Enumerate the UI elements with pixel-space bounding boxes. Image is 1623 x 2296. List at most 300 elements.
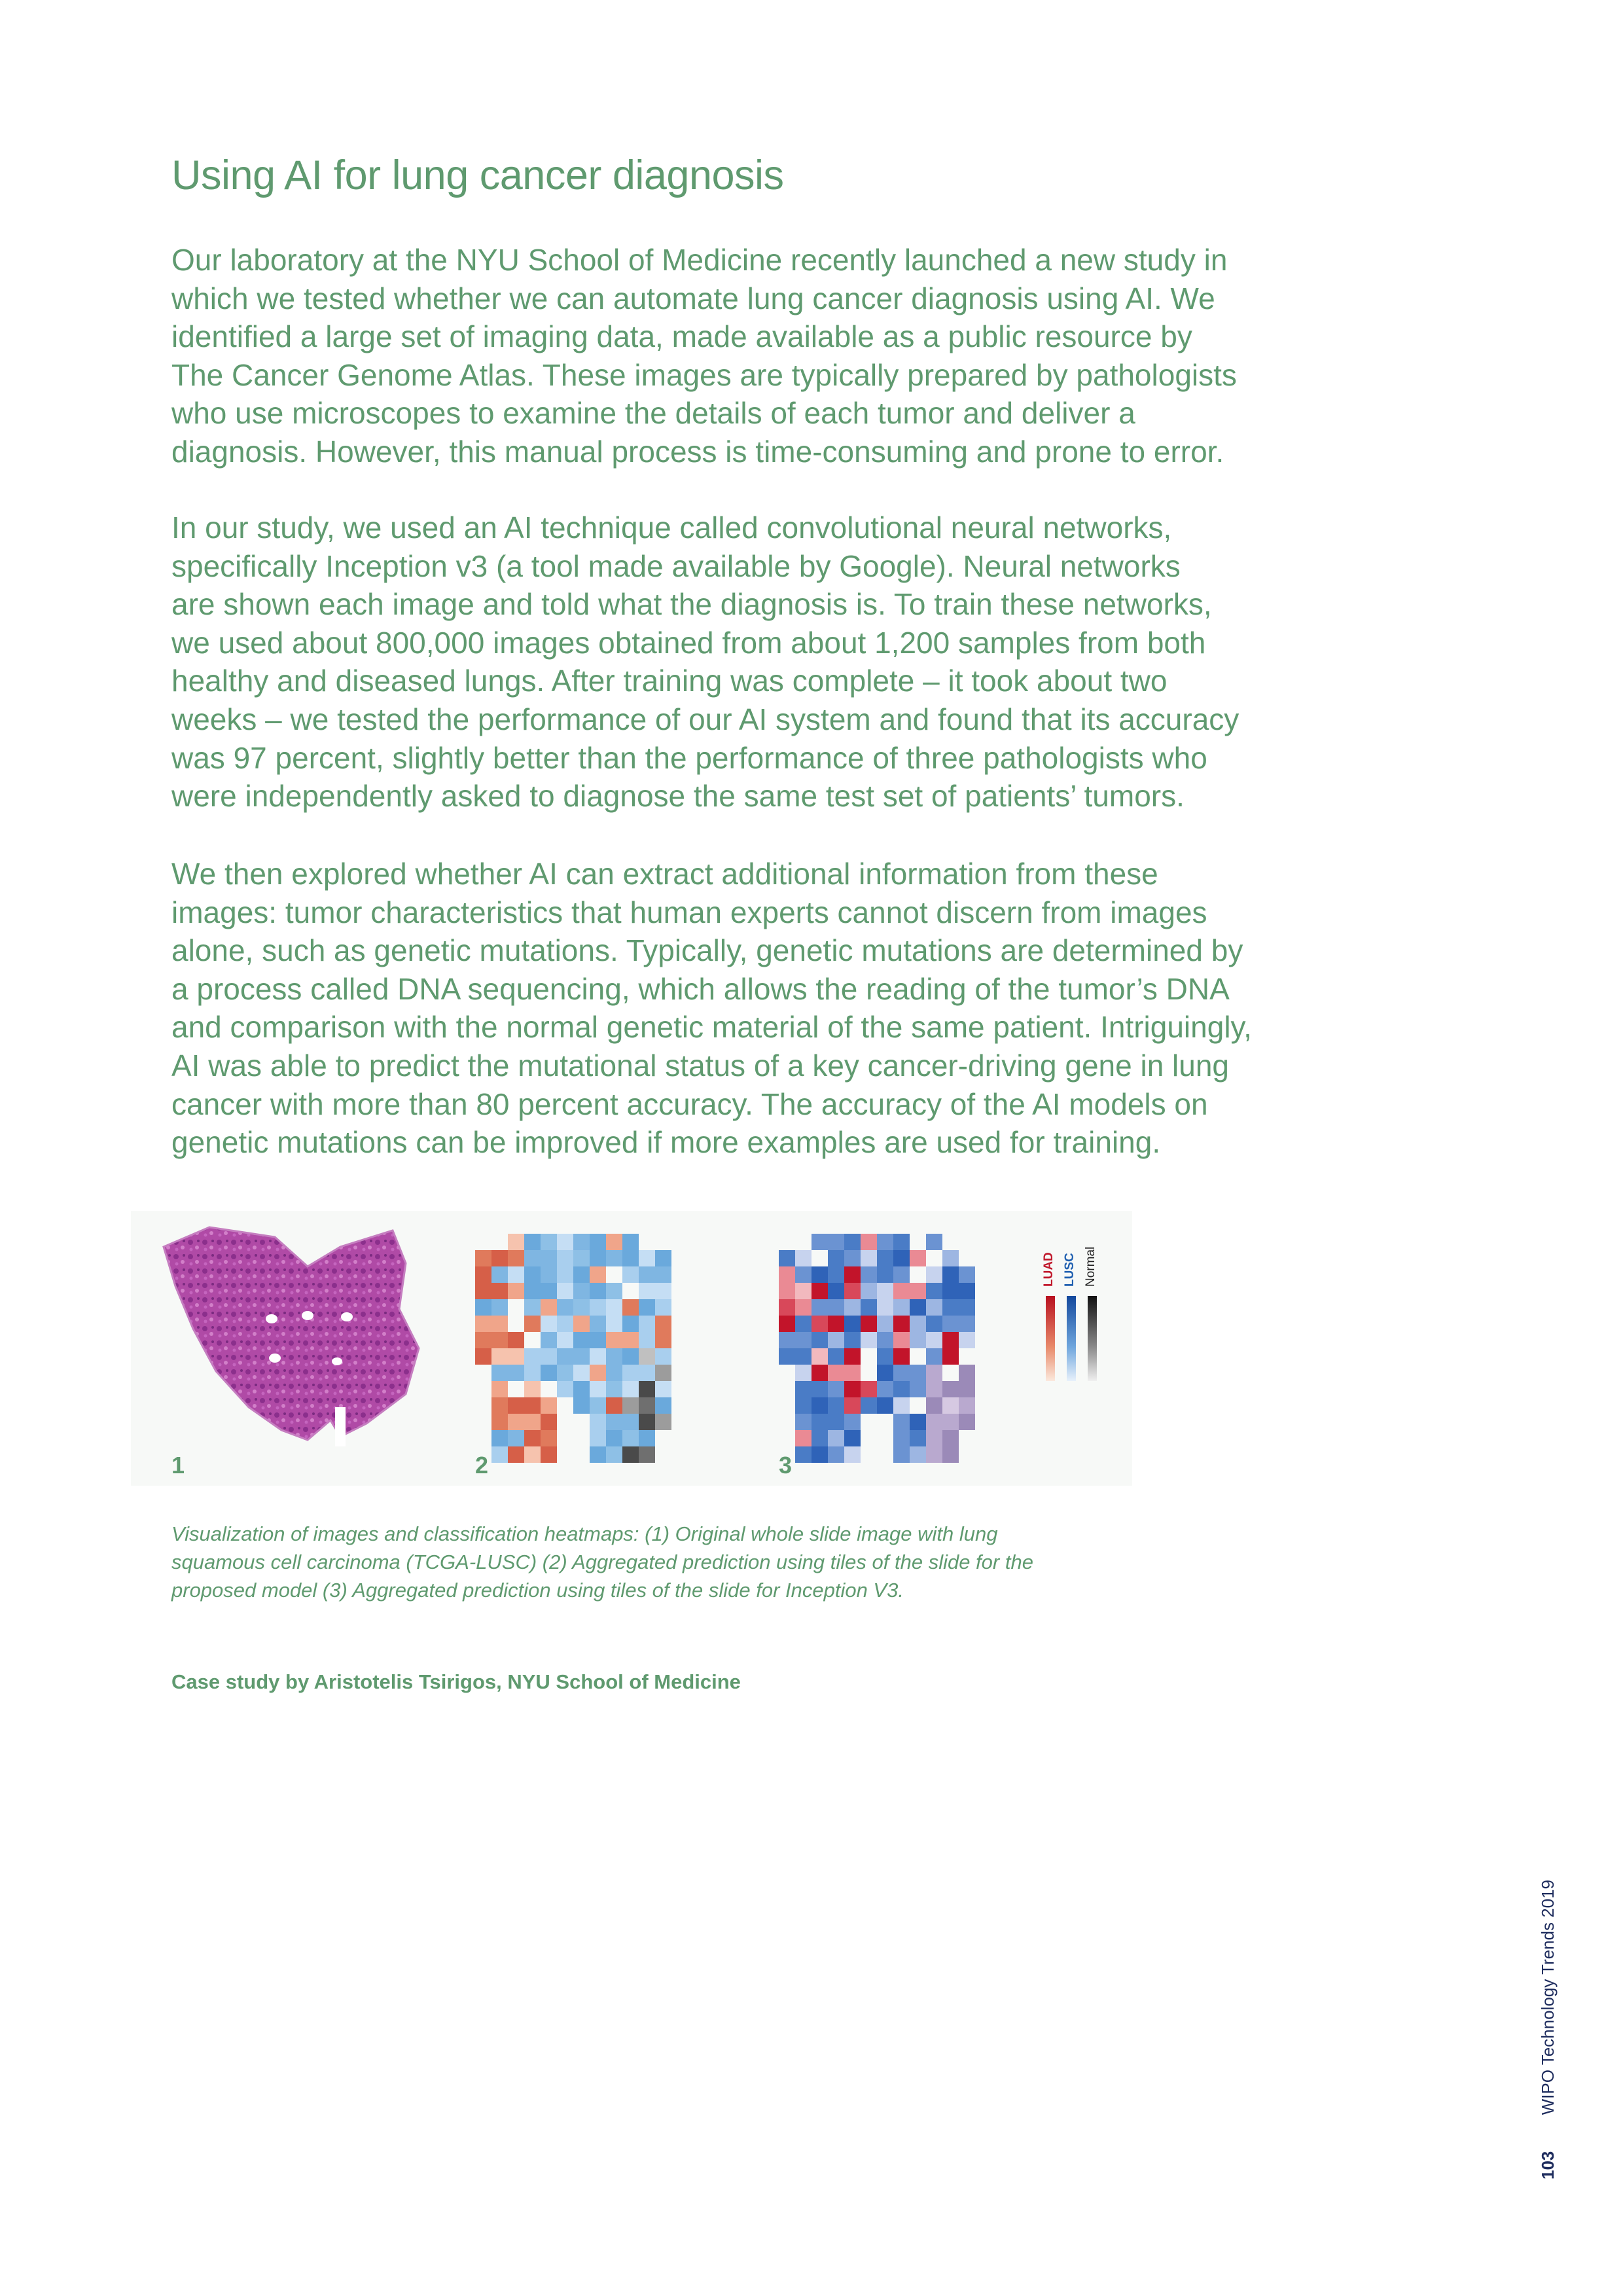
heatmap-tile bbox=[795, 1397, 812, 1414]
heatmap-tile bbox=[812, 1299, 828, 1316]
heatmap-tile bbox=[655, 1365, 671, 1381]
heatmap-tile bbox=[557, 1283, 573, 1299]
paragraph-3: We then explored whether AI can extract additional information from these images: tumor characteristics that human experts cannot discern from images alone, such as genetic mutations. Typically, genetic mutations are determined by a process called DNA sequencing, which allows the reading of the tumor’s DNA and comparison with the normal genetic material of the same patient. Intriguingly, AI was able to predict the mutational status of a key cancer-driving gene in lung cancer with more than 80 percent accuracy. The accuracy of the AI models on genetic mutations can be improved if more examples are used for training. bbox=[171, 857, 1252, 1160]
heatmap-tile bbox=[926, 1299, 942, 1316]
legend-label-luad: LUAD bbox=[1042, 1252, 1056, 1287]
heatmap-tile bbox=[959, 1365, 975, 1381]
heatmap-tile bbox=[475, 1332, 491, 1348]
heatmap-tile bbox=[844, 1250, 861, 1266]
heatmap-tile bbox=[828, 1446, 844, 1463]
case-study-credit: Case study by Aristotelis Tsirigos, NYU School of Medicine bbox=[171, 1670, 741, 1693]
legend-label-lusc: LUSC bbox=[1063, 1253, 1077, 1287]
heatmap-tile bbox=[524, 1430, 541, 1446]
heatmap-tile bbox=[606, 1430, 622, 1446]
heatmap-tile bbox=[573, 1266, 590, 1283]
heatmap-tile bbox=[959, 1381, 975, 1397]
heatmap-tile bbox=[541, 1266, 557, 1283]
heatmap-tile bbox=[795, 1332, 812, 1348]
heatmap-tile bbox=[910, 1414, 926, 1430]
heatmap-tile bbox=[524, 1397, 541, 1414]
heatmap-tile bbox=[524, 1365, 541, 1381]
heatmap-tile bbox=[541, 1446, 557, 1463]
heatmap-tile bbox=[590, 1381, 606, 1397]
heatmap-tile bbox=[779, 1266, 795, 1283]
heatmap-tile bbox=[557, 1234, 573, 1250]
heatmap-tile bbox=[926, 1283, 942, 1299]
heatmap-tile bbox=[639, 1381, 655, 1397]
heatmap-tile bbox=[844, 1348, 861, 1365]
heatmap-tile bbox=[828, 1414, 844, 1430]
heatmap-tile bbox=[844, 1430, 861, 1446]
heatmap-tile bbox=[877, 1381, 893, 1397]
heatmap-tile bbox=[508, 1348, 524, 1365]
heatmap-tile bbox=[541, 1250, 557, 1266]
heatmap-tile bbox=[779, 1348, 795, 1365]
heatmap-tile bbox=[959, 1332, 975, 1348]
heatmap-tile bbox=[622, 1234, 639, 1250]
heatmap-tile bbox=[779, 1316, 795, 1332]
heatmap-tile bbox=[557, 1365, 573, 1381]
heatmap-tile bbox=[910, 1332, 926, 1348]
heatmap-tile bbox=[590, 1283, 606, 1299]
heatmap-tile bbox=[861, 1316, 877, 1332]
heatmap-tile bbox=[893, 1266, 910, 1283]
heatmap-tile bbox=[861, 1250, 877, 1266]
heatmap-tile bbox=[795, 1381, 812, 1397]
heatmap-tile bbox=[590, 1234, 606, 1250]
heatmap-tile bbox=[942, 1266, 959, 1283]
heatmap-tile bbox=[590, 1397, 606, 1414]
heatmap-tile bbox=[861, 1332, 877, 1348]
heatmap-tile bbox=[557, 1316, 573, 1332]
heatmap-tile bbox=[812, 1266, 828, 1283]
heatmap-tile bbox=[910, 1430, 926, 1446]
publication-title: WIPO Technology Trends 2019 bbox=[1538, 1879, 1558, 2115]
heatmap-tile bbox=[655, 1348, 671, 1365]
legend-bar-lusc bbox=[1067, 1296, 1076, 1381]
heatmap-tile bbox=[926, 1316, 942, 1332]
heatmap-tile bbox=[622, 1316, 639, 1332]
heatmap-tile bbox=[812, 1414, 828, 1430]
heatmap-tile bbox=[910, 1381, 926, 1397]
heatmap-tile bbox=[893, 1283, 910, 1299]
heatmap-tile bbox=[795, 1250, 812, 1266]
heatmap-tile bbox=[795, 1283, 812, 1299]
heatmap-tile bbox=[926, 1430, 942, 1446]
heatmap-tile bbox=[475, 1283, 491, 1299]
heatmap-tile bbox=[491, 1381, 508, 1397]
heatmap-tile bbox=[508, 1365, 524, 1381]
heatmap-tile bbox=[844, 1299, 861, 1316]
heatmap-tile bbox=[557, 1250, 573, 1266]
heatmap-tile bbox=[541, 1299, 557, 1316]
heatmap-tile bbox=[655, 1316, 671, 1332]
heatmap-tile bbox=[508, 1446, 524, 1463]
heatmap-tile bbox=[541, 1283, 557, 1299]
heatmap-tile bbox=[508, 1266, 524, 1283]
heatmap-tile bbox=[877, 1332, 893, 1348]
heatmap-tile bbox=[573, 1299, 590, 1316]
heatmap-tile bbox=[861, 1234, 877, 1250]
heatmap-tile bbox=[606, 1365, 622, 1381]
heatmap-tile bbox=[861, 1266, 877, 1283]
heatmap-tile bbox=[942, 1381, 959, 1397]
heatmap-tile bbox=[557, 1381, 573, 1397]
heatmap-tile bbox=[910, 1316, 926, 1332]
heatmap-tile bbox=[844, 1365, 861, 1381]
heatmap-tile bbox=[622, 1348, 639, 1365]
heatmap-tile bbox=[959, 1414, 975, 1430]
heatmap-tile bbox=[622, 1414, 639, 1430]
heatmap-tile bbox=[926, 1397, 942, 1414]
heatmap-tile bbox=[639, 1414, 655, 1430]
heatmap-tile bbox=[606, 1332, 622, 1348]
heatmap-tile bbox=[573, 1381, 590, 1397]
heatmap-tile bbox=[893, 1430, 910, 1446]
heatmap-tile bbox=[844, 1381, 861, 1397]
heatmap-tile bbox=[524, 1446, 541, 1463]
heatmap-tile bbox=[893, 1397, 910, 1414]
heatmap-tile bbox=[893, 1234, 910, 1250]
heatmap-tile bbox=[573, 1397, 590, 1414]
heatmap-panel-2 bbox=[475, 1234, 671, 1463]
heatmap-tile bbox=[942, 1446, 959, 1463]
heatmap-tile bbox=[828, 1266, 844, 1283]
heatmap-tile bbox=[606, 1397, 622, 1414]
heatmap-tile bbox=[541, 1332, 557, 1348]
heatmap-tile bbox=[491, 1332, 508, 1348]
heatmap-tile bbox=[893, 1381, 910, 1397]
heatmap-tile bbox=[812, 1430, 828, 1446]
heatmap-tile bbox=[877, 1266, 893, 1283]
heatmap-tile bbox=[557, 1332, 573, 1348]
heatmap-tile bbox=[508, 1397, 524, 1414]
heatmap-tile bbox=[812, 1283, 828, 1299]
paragraph-2: In our study, we used an AI technique called convolutional neural networks, specifically Inception v3 (a tool made available by Google). Neural networks are shown each image and told what the diagnosis is. To train these networks, we used about 800,000 images obtained from about 1,200 samples from both healthy and diseased lungs. After training was complete – it took about two weeks – we tested the performance of our AI system and found that its accuracy was 97 percent, slightly better than the performance of three pathologists who were independently asked to diagnose the same test set of patients’ tumors. bbox=[171, 511, 1240, 814]
heatmap-tile bbox=[812, 1365, 828, 1381]
heatmap-tile bbox=[779, 1283, 795, 1299]
heatmap-tile bbox=[655, 1299, 671, 1316]
heatmap-tile bbox=[573, 1234, 590, 1250]
heatmap-tile bbox=[475, 1316, 491, 1332]
heatmap-tile bbox=[942, 1397, 959, 1414]
heatmap-tile bbox=[655, 1266, 671, 1283]
heatmap-tile bbox=[959, 1299, 975, 1316]
heatmap-tile bbox=[893, 1348, 910, 1365]
heatmap-tile bbox=[942, 1283, 959, 1299]
heatmap-tile bbox=[655, 1414, 671, 1430]
heatmap-tile bbox=[844, 1446, 861, 1463]
heatmap-tile bbox=[639, 1250, 655, 1266]
heatmap-tile bbox=[844, 1316, 861, 1332]
heatmap-tile bbox=[812, 1348, 828, 1365]
heatmap-tile bbox=[524, 1250, 541, 1266]
heatmap-tile bbox=[639, 1266, 655, 1283]
heatmap-tile bbox=[639, 1397, 655, 1414]
heatmap-tile bbox=[491, 1397, 508, 1414]
heatmap-tile bbox=[541, 1397, 557, 1414]
heatmap-tile bbox=[524, 1234, 541, 1250]
heatmap-tile bbox=[639, 1332, 655, 1348]
heatmap-tile bbox=[541, 1414, 557, 1430]
heatmap-tile bbox=[606, 1250, 622, 1266]
heatmap-tile bbox=[590, 1430, 606, 1446]
heatmap-tile bbox=[606, 1381, 622, 1397]
heatmap-tile bbox=[491, 1250, 508, 1266]
heatmap-tile bbox=[491, 1348, 508, 1365]
heatmap-tile bbox=[942, 1332, 959, 1348]
heatmap-tile bbox=[828, 1430, 844, 1446]
heatmap-tile bbox=[828, 1332, 844, 1348]
panel-number-2: 2 bbox=[475, 1452, 489, 1479]
heatmap-tile bbox=[524, 1381, 541, 1397]
heatmap-tile bbox=[926, 1381, 942, 1397]
heatmap-tile bbox=[926, 1266, 942, 1283]
heatmap-tile bbox=[622, 1446, 639, 1463]
heatmap-tile bbox=[861, 1381, 877, 1397]
heatmap-tile bbox=[861, 1283, 877, 1299]
heatmap-tile bbox=[590, 1365, 606, 1381]
heatmap-tile bbox=[844, 1414, 861, 1430]
heatmap-tile bbox=[590, 1250, 606, 1266]
heatmap-tile bbox=[639, 1430, 655, 1446]
heatmap-tile bbox=[877, 1283, 893, 1299]
heatmap-panel-3 bbox=[779, 1234, 975, 1463]
heatmap-tile bbox=[910, 1283, 926, 1299]
heatmap-tile bbox=[926, 1234, 942, 1250]
heatmap-tile bbox=[508, 1332, 524, 1348]
heatmap-tile bbox=[590, 1316, 606, 1332]
heatmap-tile bbox=[877, 1348, 893, 1365]
figure-caption: Visualization of images and classification heatmaps: (1) Original whole slide image with lung squamous cell carcinoma (TCGA-LUSC) (2) Aggregated prediction using tiles of the slide for the proposed model (3) Aggregated prediction using tiles of the slide for Inception V3. bbox=[171, 1522, 1033, 1602]
heatmap-tile bbox=[508, 1250, 524, 1266]
heatmap-tile bbox=[590, 1299, 606, 1316]
heatmap-tile bbox=[524, 1316, 541, 1332]
heatmap-tile bbox=[926, 1446, 942, 1463]
heatmap-tile bbox=[557, 1348, 573, 1365]
legend-label-normal: Normal bbox=[1084, 1246, 1097, 1287]
heatmap-tile bbox=[590, 1414, 606, 1430]
heatmap-tile bbox=[812, 1316, 828, 1332]
heatmap-tile bbox=[926, 1348, 942, 1365]
heatmap-tile bbox=[639, 1283, 655, 1299]
heatmap-tile bbox=[812, 1381, 828, 1397]
slide-image-panel-1 bbox=[164, 1227, 419, 1446]
heatmap-tile bbox=[639, 1365, 655, 1381]
heatmap-tile bbox=[828, 1283, 844, 1299]
heatmap-tile bbox=[942, 1348, 959, 1365]
heatmap-tile bbox=[573, 1250, 590, 1266]
heatmap-tile bbox=[508, 1234, 524, 1250]
heatmap-tile bbox=[639, 1348, 655, 1365]
heatmap-tile bbox=[524, 1348, 541, 1365]
heatmap-tile bbox=[828, 1299, 844, 1316]
heatmap-tile bbox=[844, 1332, 861, 1348]
heatmap-tile bbox=[926, 1332, 942, 1348]
heatmap-tile bbox=[622, 1430, 639, 1446]
heatmap-tile bbox=[475, 1348, 491, 1365]
heatmap-tile bbox=[959, 1266, 975, 1283]
heatmap-tile bbox=[606, 1316, 622, 1332]
heatmap-tile bbox=[639, 1299, 655, 1316]
heatmap-tile bbox=[942, 1430, 959, 1446]
heatmap-tile bbox=[795, 1365, 812, 1381]
heatmap-tile bbox=[606, 1283, 622, 1299]
heatmap-tile bbox=[573, 1365, 590, 1381]
heatmap-tile bbox=[893, 1414, 910, 1430]
heatmap-tile bbox=[795, 1430, 812, 1446]
heatmap-tile bbox=[795, 1348, 812, 1365]
heatmap-tile bbox=[861, 1397, 877, 1414]
heatmap-tile bbox=[541, 1348, 557, 1365]
panel-number-1: 1 bbox=[171, 1452, 185, 1479]
heatmap-tile bbox=[606, 1446, 622, 1463]
heatmap-tile bbox=[893, 1365, 910, 1381]
heatmap-tile bbox=[926, 1414, 942, 1430]
heatmap-tile bbox=[942, 1414, 959, 1430]
heatmap-tile bbox=[861, 1299, 877, 1316]
heatmap-tile bbox=[524, 1283, 541, 1299]
heatmap-tile bbox=[779, 1250, 795, 1266]
heatmap-tile bbox=[622, 1381, 639, 1397]
heatmap-tile bbox=[475, 1299, 491, 1316]
heatmap-tile bbox=[942, 1250, 959, 1266]
heatmap-tile bbox=[491, 1430, 508, 1446]
heatmap-tile bbox=[828, 1316, 844, 1332]
heatmap-tile bbox=[828, 1348, 844, 1365]
heatmap-tile bbox=[828, 1250, 844, 1266]
heatmap-tile bbox=[779, 1332, 795, 1348]
heatmap-tile bbox=[959, 1316, 975, 1332]
heatmap-tile bbox=[606, 1299, 622, 1316]
heatmap-tile bbox=[606, 1234, 622, 1250]
heatmap-tile bbox=[812, 1234, 828, 1250]
heatmap-tile bbox=[622, 1299, 639, 1316]
heatmap-tile bbox=[622, 1397, 639, 1414]
heatmap-tile bbox=[877, 1365, 893, 1381]
heatmap-tile bbox=[795, 1299, 812, 1316]
heatmap-tile bbox=[926, 1365, 942, 1381]
heatmap-tile bbox=[590, 1446, 606, 1463]
heatmap-tile bbox=[844, 1397, 861, 1414]
heatmap-tile bbox=[508, 1283, 524, 1299]
heatmap-tile bbox=[795, 1316, 812, 1332]
heatmap-tile bbox=[812, 1332, 828, 1348]
heatmap-tile bbox=[959, 1283, 975, 1299]
heatmap-tile bbox=[590, 1348, 606, 1365]
heatmap-tile bbox=[508, 1414, 524, 1430]
heatmap-tile bbox=[639, 1316, 655, 1332]
heatmap-tile bbox=[524, 1299, 541, 1316]
heatmap-tile bbox=[828, 1381, 844, 1397]
heatmap-tile bbox=[491, 1365, 508, 1381]
heatmap-tile bbox=[812, 1446, 828, 1463]
heatmap-tile bbox=[491, 1283, 508, 1299]
heatmap-tile bbox=[655, 1381, 671, 1397]
heatmap-tile bbox=[877, 1316, 893, 1332]
page-footer bbox=[1538, 1880, 1558, 2179]
heatmap-tile bbox=[844, 1283, 861, 1299]
heatmap-tile bbox=[491, 1266, 508, 1283]
heatmap-tile bbox=[475, 1250, 491, 1266]
heatmap-tile bbox=[828, 1234, 844, 1250]
heatmap-tile bbox=[590, 1332, 606, 1348]
heatmap-tile bbox=[655, 1332, 671, 1348]
page-number: 103 bbox=[1538, 2151, 1558, 2179]
heatmap-tile bbox=[541, 1316, 557, 1332]
heatmap-tile bbox=[910, 1446, 926, 1463]
heatmap-tile bbox=[877, 1250, 893, 1266]
heatmap-tile bbox=[828, 1397, 844, 1414]
heatmap-tile bbox=[893, 1299, 910, 1316]
heatmap-tile bbox=[573, 1283, 590, 1299]
heatmap-tile bbox=[910, 1299, 926, 1316]
heatmap-tile bbox=[622, 1250, 639, 1266]
heatmap-tile bbox=[893, 1332, 910, 1348]
heatmap-tile bbox=[475, 1266, 491, 1283]
heatmap-tile bbox=[557, 1299, 573, 1316]
heatmap-tile bbox=[508, 1430, 524, 1446]
page-title: Using AI for lung cancer diagnosis bbox=[171, 152, 784, 198]
heatmap-tile bbox=[541, 1365, 557, 1381]
panel-number-3: 3 bbox=[779, 1452, 793, 1479]
heatmap-tile bbox=[910, 1250, 926, 1266]
heatmap-tile bbox=[779, 1299, 795, 1316]
heatmap-tile bbox=[622, 1266, 639, 1283]
heatmap-tile bbox=[541, 1430, 557, 1446]
legend-bar-normal bbox=[1088, 1296, 1097, 1381]
heatmap-tile bbox=[573, 1316, 590, 1332]
heatmap-tile bbox=[812, 1397, 828, 1414]
heatmap-tile bbox=[910, 1365, 926, 1381]
heatmap-tile bbox=[877, 1234, 893, 1250]
heatmap-tile bbox=[639, 1446, 655, 1463]
heatmap-tile bbox=[942, 1299, 959, 1316]
heatmap-tile bbox=[795, 1266, 812, 1283]
heatmap-tile bbox=[524, 1414, 541, 1430]
heatmap-tile bbox=[606, 1414, 622, 1430]
heatmap-tile bbox=[877, 1397, 893, 1414]
heatmap-tile bbox=[541, 1234, 557, 1250]
heatmap-tile bbox=[491, 1316, 508, 1332]
heatmap-tile bbox=[795, 1414, 812, 1430]
heatmap-tile bbox=[590, 1266, 606, 1283]
heatmap-tile bbox=[557, 1266, 573, 1283]
heatmap-tile bbox=[491, 1414, 508, 1430]
heatmap-tile bbox=[655, 1397, 671, 1414]
heatmap-tile bbox=[942, 1316, 959, 1332]
heatmap-tile bbox=[844, 1266, 861, 1283]
heatmap-tile bbox=[893, 1250, 910, 1266]
heatmap-tile bbox=[795, 1446, 812, 1463]
paragraph-1: Our laboratory at the NYU School of Medicine recently launched a new study in which we tested whether we can automate lung cancer diagnosis using AI. We identified a large set of imaging data, made available as a public resource by The Cancer Genome Atlas. These images are typically prepared by pathologists who use microscopes to examine the details of each tumor and deliver a diagnosis. However, this manual process is time-consuming and prone to error. bbox=[171, 243, 1237, 469]
heatmap-tile bbox=[491, 1446, 508, 1463]
heatmap-tile bbox=[573, 1348, 590, 1365]
heatmap-tile bbox=[844, 1234, 861, 1250]
legend-bar-luad bbox=[1046, 1296, 1055, 1381]
heatmap-tile bbox=[622, 1365, 639, 1381]
heatmap-tile bbox=[828, 1365, 844, 1381]
heatmap-tile bbox=[655, 1283, 671, 1299]
heatmap-tile bbox=[655, 1250, 671, 1266]
heatmap-tile bbox=[606, 1348, 622, 1365]
heatmap-tile bbox=[524, 1266, 541, 1283]
heatmap-tile bbox=[877, 1299, 893, 1316]
heatmap-tile bbox=[573, 1332, 590, 1348]
heatmap-tile bbox=[893, 1316, 910, 1332]
heatmap-tile bbox=[491, 1299, 508, 1316]
heatmap-tile bbox=[893, 1446, 910, 1463]
